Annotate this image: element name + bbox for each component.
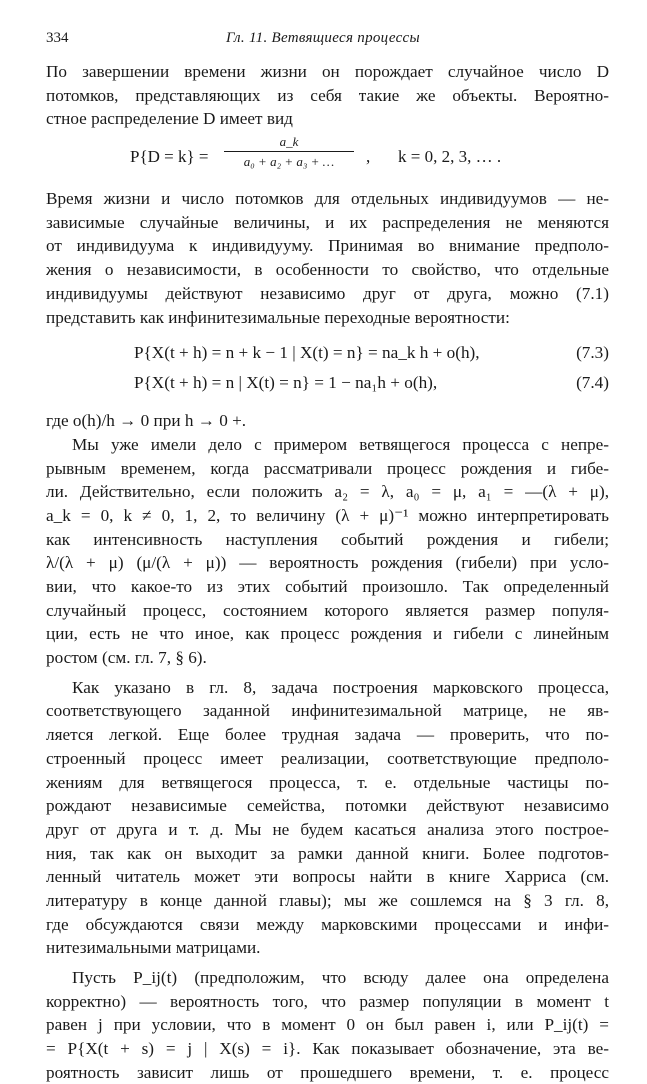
paragraph-5 — [46, 966, 609, 1084]
text-line: где обсуждаются связи между марковскими процессами и инфи- — [46, 914, 609, 934]
formula-comma: , — [366, 147, 371, 167]
text-line: роятность зависит лишь от прошедшего времени, т. е. процесс — [46, 1062, 609, 1082]
paragraph-1 — [46, 60, 609, 131]
text-line: индивидуумы действуют независимо друг от друга, можно (7.1) — [46, 283, 609, 303]
text-line: как интенсивность наступления событий рождения и гибели; — [46, 529, 609, 549]
formula-range: k = 0, 2, 3, … . — [398, 147, 502, 167]
text-line: Мы уже имели дело с примером ветвящегося процесса с непре- — [72, 434, 609, 454]
paragraph-4 — [46, 676, 609, 960]
text-line: λ/(λ + μ) (μ/(λ + μ)) — вероятность рождения (гибели) при усло- — [46, 553, 609, 573]
formula-distribution-d — [46, 131, 609, 187]
equation-number: (7.4) — [576, 373, 609, 393]
equation-expression: P{X(t + h) = n + k − 1 | X(t) = n} = na_k h + o(h), — [134, 343, 480, 363]
text-line: случайный процесс, состоянием которого является размер популя- — [46, 600, 609, 620]
text-line: ляется легкой. Еще более трудная задача — проверить, что по- — [46, 725, 609, 745]
text-line: от индивидуума к индивидууму. Принимая во внимание предполо- — [46, 236, 609, 256]
page-header — [46, 30, 609, 54]
text-line: нитезимальными матрицами. — [46, 938, 261, 958]
running-head: Гл. 11. Ветвящиеся процессы — [226, 30, 420, 46]
paragraph-2 — [46, 187, 609, 329]
text-line: друг от друга и т. д. Мы не будем касаться анализа этого построе- — [46, 819, 609, 839]
text-line: жения о независимости, в особенности то свойство, что отдельные — [46, 260, 609, 280]
text-line: Время жизни и число потомков для отдельных индивидуумов — не- — [46, 189, 609, 209]
text-line: Как указано в гл. 8, задача построения марковского процесса, — [72, 677, 609, 697]
text-line: ции, есть не что иное, как процесс рождения и гибели с линейным — [46, 624, 609, 644]
text-line: вии, что какое-то из этих событий произошло. Так определенный — [46, 577, 609, 596]
text-line: По завершении времени жизни он порождает случайное число D — [46, 62, 609, 81]
paragraph-3 — [46, 433, 609, 670]
fraction-denominator: a₀ + a₂ + a₃ + … — [243, 154, 335, 170]
text-line: литературу в конце данной главы); мы же сошлемся на § 3 гл. 8, — [46, 890, 609, 910]
equation-expression: P{X(t + h) = n | X(t) = n} = 1 − na₁h + o(h), — [134, 373, 438, 393]
text-line: рождают независимые семейства, потомки действуют независимо — [46, 796, 609, 816]
text-line: ленный читатель может эти вопросы найти в книге Харриса (см. — [46, 867, 609, 887]
text-line: жениям для ветвящегося процесса, т. е. отдельные частицы по- — [46, 772, 609, 792]
text-line: a_k = 0, k ≠ 0, 1, 2, то величину (λ + μ)⁻¹ можно интерпретировать — [46, 505, 609, 525]
text-line: соответствующего заданной инфинитезимальной матрице, не яв- — [46, 701, 609, 721]
text-line: зависимые случайные величины, и их распределения не меняются — [46, 212, 609, 232]
book-page — [46, 30, 609, 1084]
text-line: рывным временем, когда рассматривали процесс рождения и гибе- — [46, 458, 609, 478]
text-line: корректно) — вероятность того, что размер популяции в момент t — [46, 991, 609, 1011]
text-line: ли. Действительно, если положить a₂ = λ, a₀ = μ, a₁ = —(λ + μ), — [46, 482, 609, 502]
where-line: где o(h)/h → 0 при h → 0 +. — [46, 411, 247, 431]
text-line: потомков, представляющих из себя такие же объекты. Вероятно- — [46, 85, 609, 105]
equation-7-4 — [46, 369, 609, 399]
text-line: равен j при условии, что в момент 0 он был равен i, или P_ij(t) = — [46, 1015, 609, 1035]
formula-lhs: P{D = k} = — [130, 147, 209, 167]
fraction — [224, 134, 354, 170]
text-line: строенный процесс имеет реализации, соответствующие предполо- — [46, 748, 609, 768]
fraction-numerator: a_k — [279, 134, 299, 150]
text-line: представить как инфинитезимальные переходные вероятности: — [46, 307, 510, 327]
text-line: = P{X(t + s) = j | X(s) = i}. Как показывает обозначение, эта ве- — [46, 1039, 609, 1059]
fraction-bar — [224, 151, 354, 152]
text-line: ростом (см. гл. 7, § 6). — [46, 648, 207, 668]
text-line: Пусть P_ij(t) (предположим, что всюду далее она определена — [72, 968, 609, 987]
equation-number: (7.3) — [576, 343, 609, 363]
page-number: 334 — [46, 30, 69, 46]
equation-7-3 — [46, 339, 609, 369]
text-line: ния, так как он выходит за рамки данной книги. Более подготов- — [46, 843, 609, 863]
text-line: стное распределение D имеет вид — [46, 109, 293, 129]
